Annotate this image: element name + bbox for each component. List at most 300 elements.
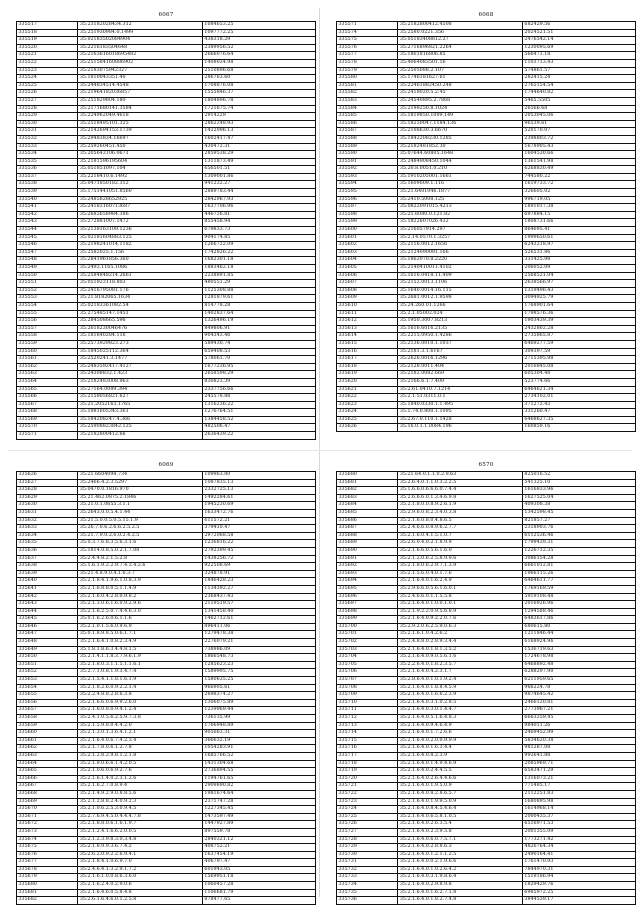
row-id-cell: 335579 <box>337 67 398 75</box>
row-id-cell: 335692 <box>337 563 398 571</box>
row-id-cell: 335571 <box>337 22 398 30</box>
amount-cell: 1708876.08 <box>202 82 315 90</box>
amount-cell: 1721675.74 <box>202 105 315 113</box>
row-id-cell: 335555 <box>17 310 78 318</box>
amount-cell: 379410.47 <box>202 525 315 533</box>
table-row <box>17 737 316 745</box>
amount-cell: 1311873.49 <box>202 158 315 166</box>
table-row <box>17 540 316 548</box>
row-id-cell: 335526 <box>17 90 78 98</box>
code-cell: 35.2.1.6.4.0.9.4.6.4.9 <box>398 722 523 730</box>
code-cell: 35.1981605343.361 <box>78 409 203 417</box>
amount-cell: 331425.98 <box>522 257 635 265</box>
code-cell: 35.2.1.6.4.0.8.2.3.9 <box>398 752 523 760</box>
table-row <box>337 135 636 143</box>
table-row <box>337 204 636 212</box>
table-row <box>17 189 316 197</box>
row-id-cell: 335561 <box>17 356 78 364</box>
row-id-cell: 335731 <box>337 859 398 867</box>
table-row <box>337 318 636 326</box>
amount-cell: 2909890.82 <box>202 783 315 791</box>
table-row <box>17 608 316 616</box>
amount-cell: 981287.08 <box>522 745 635 753</box>
code-cell: 35.224962049.4618 <box>78 113 203 121</box>
code-cell: 35.2.9.6.0.8.2.3.4.0.3.8 <box>398 509 523 517</box>
table-row <box>17 97 316 105</box>
amount-cell: 2016926.96 <box>522 601 635 609</box>
table-row <box>337 806 636 814</box>
table-row <box>17 44 316 52</box>
table-row <box>337 189 636 197</box>
row-id-cell: 335567 <box>17 401 78 409</box>
code-cell: 35.2.1.6.4.0.1.6.2.4.9 <box>398 578 523 586</box>
code-cell: 35.275485147.1451 <box>78 310 203 318</box>
row-id-cell: 335625 <box>337 416 398 424</box>
code-cell: 35.2.1.8.0.6.2.9.7.1.3.9 <box>398 563 523 571</box>
row-id-cell: 335664 <box>17 760 78 768</box>
code-cell: 35.0471850182.312 <box>78 181 203 189</box>
code-cell: 35.2841961856.360 <box>78 257 203 265</box>
table-row <box>337 22 636 30</box>
amount-cell: 1883462.18 <box>202 265 315 273</box>
table-row <box>17 394 316 402</box>
table-row <box>337 570 636 578</box>
row-id-cell: 335675 <box>17 844 78 852</box>
table-row <box>337 593 636 601</box>
amount-cell: 2792399.45 <box>202 547 315 555</box>
table-row <box>337 52 636 60</box>
code-cell: 35.2.1.6.4.0.1.9.9.5.0.9 <box>398 798 523 806</box>
amount-cell: 1125308.88 <box>202 287 315 295</box>
row-id-cell: 335689 <box>337 540 398 548</box>
table-row <box>17 196 316 204</box>
table-row <box>17 790 316 798</box>
code-cell: 35.02181604883.125 <box>78 234 203 242</box>
code-cell: 35.2218410.6.1492 <box>78 173 203 181</box>
table-row <box>17 684 316 692</box>
table-row <box>337 677 636 685</box>
table-row <box>17 578 316 586</box>
table-row <box>337 699 636 707</box>
amount-cell: 830823.39 <box>202 378 315 386</box>
code-cell: 35.2.1.6.2.4.0.2.9.0.6 <box>78 882 203 890</box>
amount-cell: 1084653.25 <box>202 22 315 30</box>
amount-cell: 904174.85 <box>202 234 315 242</box>
row-id-cell: 335637 <box>17 555 78 563</box>
row-id-cell: 335700 <box>337 623 398 631</box>
amount-cell: 878477.65 <box>202 897 315 905</box>
code-cell: 35.2182800412.66 <box>78 432 203 440</box>
code-cell: 35.2182483008.963 <box>78 378 203 386</box>
code-cell: 35.1845025112.364 <box>78 348 203 356</box>
table-row <box>337 394 636 402</box>
table-row <box>17 143 316 151</box>
row-id-cell: 335662 <box>17 745 78 753</box>
code-cell: 35.2.67.0.110.1.1428 <box>398 416 523 424</box>
amount-cell: 1309001.86 <box>202 173 315 181</box>
code-cell: 35.184208247.4.366 <box>78 416 203 424</box>
code-cell: 35.272881007.1472 <box>78 219 203 227</box>
table-panel-3 <box>16 460 316 903</box>
row-id-cell: 335685 <box>337 509 398 517</box>
code-cell: 35.2.1.6.6.0.6.9.9.2.6.0 <box>78 699 203 707</box>
code-cell: 35.2.1.6.4.0.2.3.9.5.8 <box>398 828 523 836</box>
code-cell: 35.21.6401046.1877 <box>398 189 523 197</box>
amount-cell: 1281879.61 <box>202 295 315 303</box>
row-id-cell: 335713 <box>337 722 398 730</box>
table-row <box>17 325 316 333</box>
amount-cell: 2736894.55 <box>202 768 315 776</box>
code-cell: 35.2.1.6.4.0.1.8.8.4.5.9 <box>398 684 523 692</box>
amount-cell: 2972068.58 <box>202 532 315 540</box>
amount-cell: 1431304.68 <box>202 760 315 768</box>
amount-cell: 2432802.28 <box>522 325 635 333</box>
table-row <box>17 211 316 219</box>
code-cell: 35.2466.4.2.3.5297 <box>78 479 203 487</box>
amount-cell: 1342598.45 <box>522 509 635 517</box>
panel-title: 6069 <box>158 462 174 468</box>
amount-cell: 1808731.66 <box>522 219 635 227</box>
code-cell: 35.2.1.6.4.0.9.0.5.6.1.6 <box>398 654 523 662</box>
code-cell: 35.2.1.6.4.6.0.5.8.4.8 <box>78 889 203 897</box>
code-cell: 35.2182800412.4508 <box>398 22 523 30</box>
amount-cell: 1589995.75 <box>202 669 315 677</box>
amount-cell: 589430.74 <box>202 340 315 348</box>
table-row <box>17 509 316 517</box>
amount-cell: 6483617.86 <box>522 616 635 624</box>
table-row <box>17 882 316 890</box>
table-row <box>337 851 636 859</box>
row-id-cell: 335640 <box>17 578 78 586</box>
code-cell: 35.216057914.297 <box>398 227 523 235</box>
row-id-cell: 335709 <box>337 692 398 700</box>
code-cell: 35.2163616018695482 <box>78 52 203 60</box>
amount-cell: 1326496.19 <box>202 318 315 326</box>
code-cell: 35.1609009.1.116 <box>398 181 523 189</box>
table-row <box>17 547 316 555</box>
code-cell: 35.2.1.6.0.4.1.5.1.0.7 <box>398 532 523 540</box>
row-id-cell: 335682 <box>17 897 78 905</box>
row-id-cell: 335648 <box>17 639 78 647</box>
table-row <box>337 409 636 417</box>
table-row <box>337 348 636 356</box>
table-row <box>17 692 316 700</box>
row-id-cell: 335618 <box>337 363 398 371</box>
table-row <box>337 295 636 303</box>
code-cell: 35.2643.0.0.5.4.1.44 <box>78 509 203 517</box>
amount-cell: 6464611.77 <box>522 578 635 586</box>
code-cell: 35.2.1.8.2.6.0.9.2.2.1.4 <box>78 684 203 692</box>
amount-cell: 1846428.23 <box>202 578 315 586</box>
amount-cell: 1211846.44 <box>522 631 635 639</box>
row-id-cell: 335628 <box>17 487 78 495</box>
code-cell: 35.2.1.6.1.0.0.8.6.3.6.0 <box>78 874 203 882</box>
amount-cell: 2734102.01 <box>522 394 635 402</box>
code-cell: 35.2.1.6.4.0.1.6.2.7.1.8 <box>398 889 523 897</box>
amount-cell: 408752.21 <box>202 844 315 852</box>
table-row <box>17 29 316 37</box>
code-cell: 35.1819850.1009.149 <box>398 113 523 121</box>
table-row <box>17 22 316 30</box>
code-cell: 35.21.462.0875.2.1846 <box>78 494 203 502</box>
row-id-cell: 335520 <box>17 44 78 52</box>
amount-cell: 2332725.13 <box>202 487 315 495</box>
code-cell: 35.16.0.1.1.0084.196 <box>398 424 523 432</box>
row-id-cell: 335694 <box>337 578 398 586</box>
table-row <box>17 532 316 540</box>
amount-cell: 1294588.46 <box>522 608 635 616</box>
amount-cell: 1060457.28 <box>202 882 315 890</box>
row-id-cell: 335525 <box>17 82 78 90</box>
row-id-cell: 335643 <box>17 601 78 609</box>
row-id-cell: 335690 <box>337 547 398 555</box>
amount-cell: 2842967.93 <box>202 196 315 204</box>
row-id-cell: 335557 <box>17 325 78 333</box>
data-table <box>336 21 636 432</box>
code-cell: 35.2138163109.1236 <box>78 227 203 235</box>
amount-cell: 1134392.27 <box>202 585 315 593</box>
amount-cell: 6661012.81 <box>522 563 635 571</box>
amount-cell: 682429.56 <box>522 22 635 30</box>
code-cell: 35.2.1.6.4.0.1.4.9.4.6.9 <box>398 760 523 768</box>
row-id-cell: 335559 <box>17 340 78 348</box>
code-cell: 35.2.1.6.4.0.9.2.2.0.7.6 <box>398 616 523 624</box>
table-row <box>337 310 636 318</box>
code-cell: 35.2485828652925 <box>78 196 203 204</box>
table-row <box>337 219 636 227</box>
amount-cell: 1279478.38 <box>202 631 315 639</box>
row-id-cell: 335548 <box>17 257 78 265</box>
code-cell: 35.2584848214.2661 <box>78 272 203 280</box>
table-row <box>337 722 636 730</box>
code-cell: 35.2.1.6.4.0.3.1.0.2.8.5 <box>398 699 523 707</box>
code-cell: 35.2682658984.386 <box>78 211 203 219</box>
code-cell: 35.2.1.8.0.3.1.1.5.1.1.6.1 <box>78 661 203 669</box>
amount-cell: 3094925.79 <box>522 295 635 303</box>
table-row <box>17 181 316 189</box>
row-id-cell: 335613 <box>337 325 398 333</box>
amount-cell: 6243218.97 <box>522 242 635 250</box>
table-row <box>337 472 636 480</box>
code-cell: 35.2.1.6.4.0.1.6.3.4.4 <box>398 745 523 753</box>
row-id-cell: 335686 <box>337 517 398 525</box>
code-cell: 35.2.1.6.0.8.0.4.8.6.5 <box>398 517 523 525</box>
table-row <box>17 639 316 647</box>
amount-cell: 1266722.09 <box>202 242 315 250</box>
table-row <box>337 790 636 798</box>
row-id-cell: 335645 <box>17 616 78 624</box>
amount-cell: 2859538.29 <box>202 151 315 159</box>
table-row <box>17 340 316 348</box>
amount-cell: 2510896.68 <box>202 67 315 75</box>
row-id-cell: 335720 <box>337 775 398 783</box>
amount-cell: 864695.41 <box>522 227 635 235</box>
table-row <box>337 234 636 242</box>
amount-cell: 430472.31 <box>202 143 315 151</box>
amount-cell: 904343.46 <box>202 333 315 341</box>
amount-cell: 574861.57 <box>522 67 635 75</box>
code-cell: 35.2181596195604 <box>78 158 203 166</box>
table-row <box>17 623 316 631</box>
table-row <box>17 120 316 128</box>
row-id-cell: 335678 <box>17 866 78 874</box>
amount-cell: 601943.05 <box>202 866 315 874</box>
code-cell: 35.2.1.5.9.8.0.4.4.2.0 <box>78 722 203 730</box>
code-cell: 35.2618230046476 <box>78 325 203 333</box>
code-cell: 35.2.1.6.4.0.8.4.5.4.6.4 <box>398 806 523 814</box>
amount-cell: 1680895.98 <box>522 798 635 806</box>
table-row <box>17 806 316 814</box>
amount-cell: 992641.88 <box>522 752 635 760</box>
code-cell: 35.2.1.6.4.0.1.0.0.1.0.1 <box>398 601 523 609</box>
amount-cell: 1633472.76 <box>202 509 315 517</box>
table-row <box>337 416 636 424</box>
row-id-cell: 335730 <box>337 851 398 859</box>
code-cell: 35.29483834.16697 <box>78 135 203 143</box>
amount-cell: 482506.47 <box>202 424 315 432</box>
amount-cell: 2715395.98 <box>522 356 635 364</box>
row-id-cell: 335697 <box>337 601 398 609</box>
code-cell: 35.2.1.6.4.0.1.8.1.3.5.2 <box>398 646 523 654</box>
code-cell: 35.2.1.6.4.0.6.7.4.2.3.4 <box>78 737 203 745</box>
table-row <box>17 409 316 417</box>
table-row <box>337 654 636 662</box>
code-cell: 35.2.1.5.6.0.4.0.1.7.6 <box>398 570 523 578</box>
row-id-cell: 335650 <box>17 654 78 662</box>
row-id-cell: 335732 <box>337 866 398 874</box>
amount-cell: 1619733.72 <box>522 181 635 189</box>
code-cell: 35.051923118.803 <box>78 280 203 288</box>
row-id-cell: 335636 <box>17 547 78 555</box>
table-row <box>17 722 316 730</box>
code-cell: 35.2.1.6.4.0.4.2.3.1.7 <box>398 669 523 677</box>
amount-cell: 2636439.22 <box>202 432 315 440</box>
code-cell: 35.2.1.6.4.0.2.8.8.6.3 <box>398 844 523 852</box>
amount-cell: 6516971.53 <box>522 821 635 829</box>
row-id-cell: 335621 <box>337 386 398 394</box>
row-id-cell: 335597 <box>337 204 398 212</box>
amount-cell: 245578.88 <box>202 394 315 402</box>
row-id-cell: 335687 <box>337 525 398 533</box>
amount-cell: 206052.09 <box>522 265 635 273</box>
row-id-cell: 335699 <box>337 616 398 624</box>
row-id-cell: 335630 <box>17 502 78 510</box>
table-row <box>17 158 316 166</box>
amount-cell: 1226712.35 <box>522 547 635 555</box>
code-cell: 35.205643106.0671 <box>78 151 203 159</box>
code-cell: 35.2.8.6.4.0.1.0.1.9.2.4 <box>398 677 523 685</box>
row-id-cell: 335627 <box>17 479 78 487</box>
amount-cell: 697884.15 <box>522 211 635 219</box>
row-id-cell: 335545 <box>17 234 78 242</box>
amount-cell: 744580.22 <box>522 173 635 181</box>
row-id-cell: 335698 <box>337 608 398 616</box>
amount-cell: 480551.29 <box>202 280 315 288</box>
amount-cell: 523774.66 <box>522 378 635 386</box>
code-cell: 35.2.1.51.0311.0.1 <box>398 394 523 402</box>
row-id-cell: 335602 <box>337 242 398 250</box>
code-cell: 35.1.74.0.800.1.1095 <box>398 409 523 417</box>
amount-cell: 966224.78 <box>522 684 635 692</box>
row-id-cell: 335549 <box>17 265 78 273</box>
amount-cell: 6288297.90 <box>522 669 635 677</box>
amount-cell: 6469277.59 <box>522 340 635 348</box>
code-cell: 35.2.1.05002.024 <box>398 310 523 318</box>
row-id-cell: 335695 <box>337 585 398 593</box>
table-row <box>337 59 636 67</box>
row-id-cell: 335633 <box>17 525 78 533</box>
table-row <box>17 363 316 371</box>
table-row <box>17 866 316 874</box>
amount-cell: 1627525.04 <box>522 494 635 502</box>
amount-cell: 1724678.98 <box>522 654 635 662</box>
row-id-cell: 335676 <box>17 851 78 859</box>
row-id-cell: 335606 <box>337 272 398 280</box>
row-id-cell: 335681 <box>337 479 398 487</box>
row-id-cell: 335611 <box>337 310 398 318</box>
code-cell: 35.2.6.4.0.1.1.0.3.2.2.5 <box>398 479 523 487</box>
amount-cell: 2466120.81 <box>522 699 635 707</box>
code-cell: 35.2.1.6.4.0.8.2.8.6.5.7 <box>398 790 523 798</box>
code-cell: 35.18250047.1184.136 <box>398 120 523 128</box>
row-id-cell: 335620 <box>337 378 398 386</box>
code-cell: 35.23182028434.312 <box>78 22 203 30</box>
amount-cell: 897559.78 <box>202 828 315 836</box>
amount-cell: 2658598.29 <box>202 371 315 379</box>
row-id-cell: 335534 <box>17 151 78 159</box>
row-id-cell: 335591 <box>337 158 398 166</box>
code-cell: 35.1.6.6.0.6.6.6.0.7.4.4 <box>398 487 523 495</box>
table-row <box>337 540 636 548</box>
code-cell: 35.2.1.2.4.1.6.6.2.0.0.5 <box>78 828 203 836</box>
row-id-cell: 335714 <box>337 730 398 738</box>
amount-cell: 1966115.26 <box>522 570 635 578</box>
row-id-cell: 335727 <box>337 828 398 836</box>
amount-cell: 309397.59 <box>522 348 635 356</box>
row-id-cell: 335665 <box>17 768 78 776</box>
code-cell: 35.2.1.6.4.0.2.6.4.4.6.6 <box>398 775 523 783</box>
table-row <box>17 472 316 480</box>
amount-cell: 1194761.65 <box>202 775 315 783</box>
amount-cell: 160859.16 <box>522 424 635 432</box>
code-cell: 35.2.1.6.4.0.2.0.0.9.9.9 <box>398 737 523 745</box>
table-row <box>17 234 316 242</box>
table-row <box>337 836 636 844</box>
table-row <box>17 302 316 310</box>
amount-cell: 611572.21 <box>202 517 315 525</box>
row-id-cell: 335576 <box>337 44 398 52</box>
code-cell: 35.2215.0950.1.4286 <box>398 333 523 341</box>
row-id-cell: 335600 <box>337 227 398 235</box>
code-cell: 35.2.1.2.0.6.2.5.8.9.9.6 <box>398 555 523 563</box>
row-id-cell: 335673 <box>17 828 78 836</box>
row-id-cell: 335528 <box>17 105 78 113</box>
code-cell: 35.2626.0016.1296 <box>398 356 523 364</box>
table-row <box>17 661 316 669</box>
table-row <box>17 707 316 715</box>
table-row <box>337 371 636 379</box>
row-id-cell: 335674 <box>17 836 78 844</box>
amount-cell: 1227345.45 <box>202 806 315 814</box>
amount-cell: 96539.61 <box>522 120 635 128</box>
table-row <box>337 563 636 571</box>
row-id-cell: 335539 <box>17 189 78 197</box>
row-id-cell: 335671 <box>17 813 78 821</box>
code-cell: 35.2.4.6.6.0.1.1.5.5.8 <box>398 593 523 601</box>
row-id-cell: 335601 <box>337 234 398 242</box>
amount-cell: 286763.60 <box>202 75 315 83</box>
row-id-cell: 335641 <box>17 585 78 593</box>
